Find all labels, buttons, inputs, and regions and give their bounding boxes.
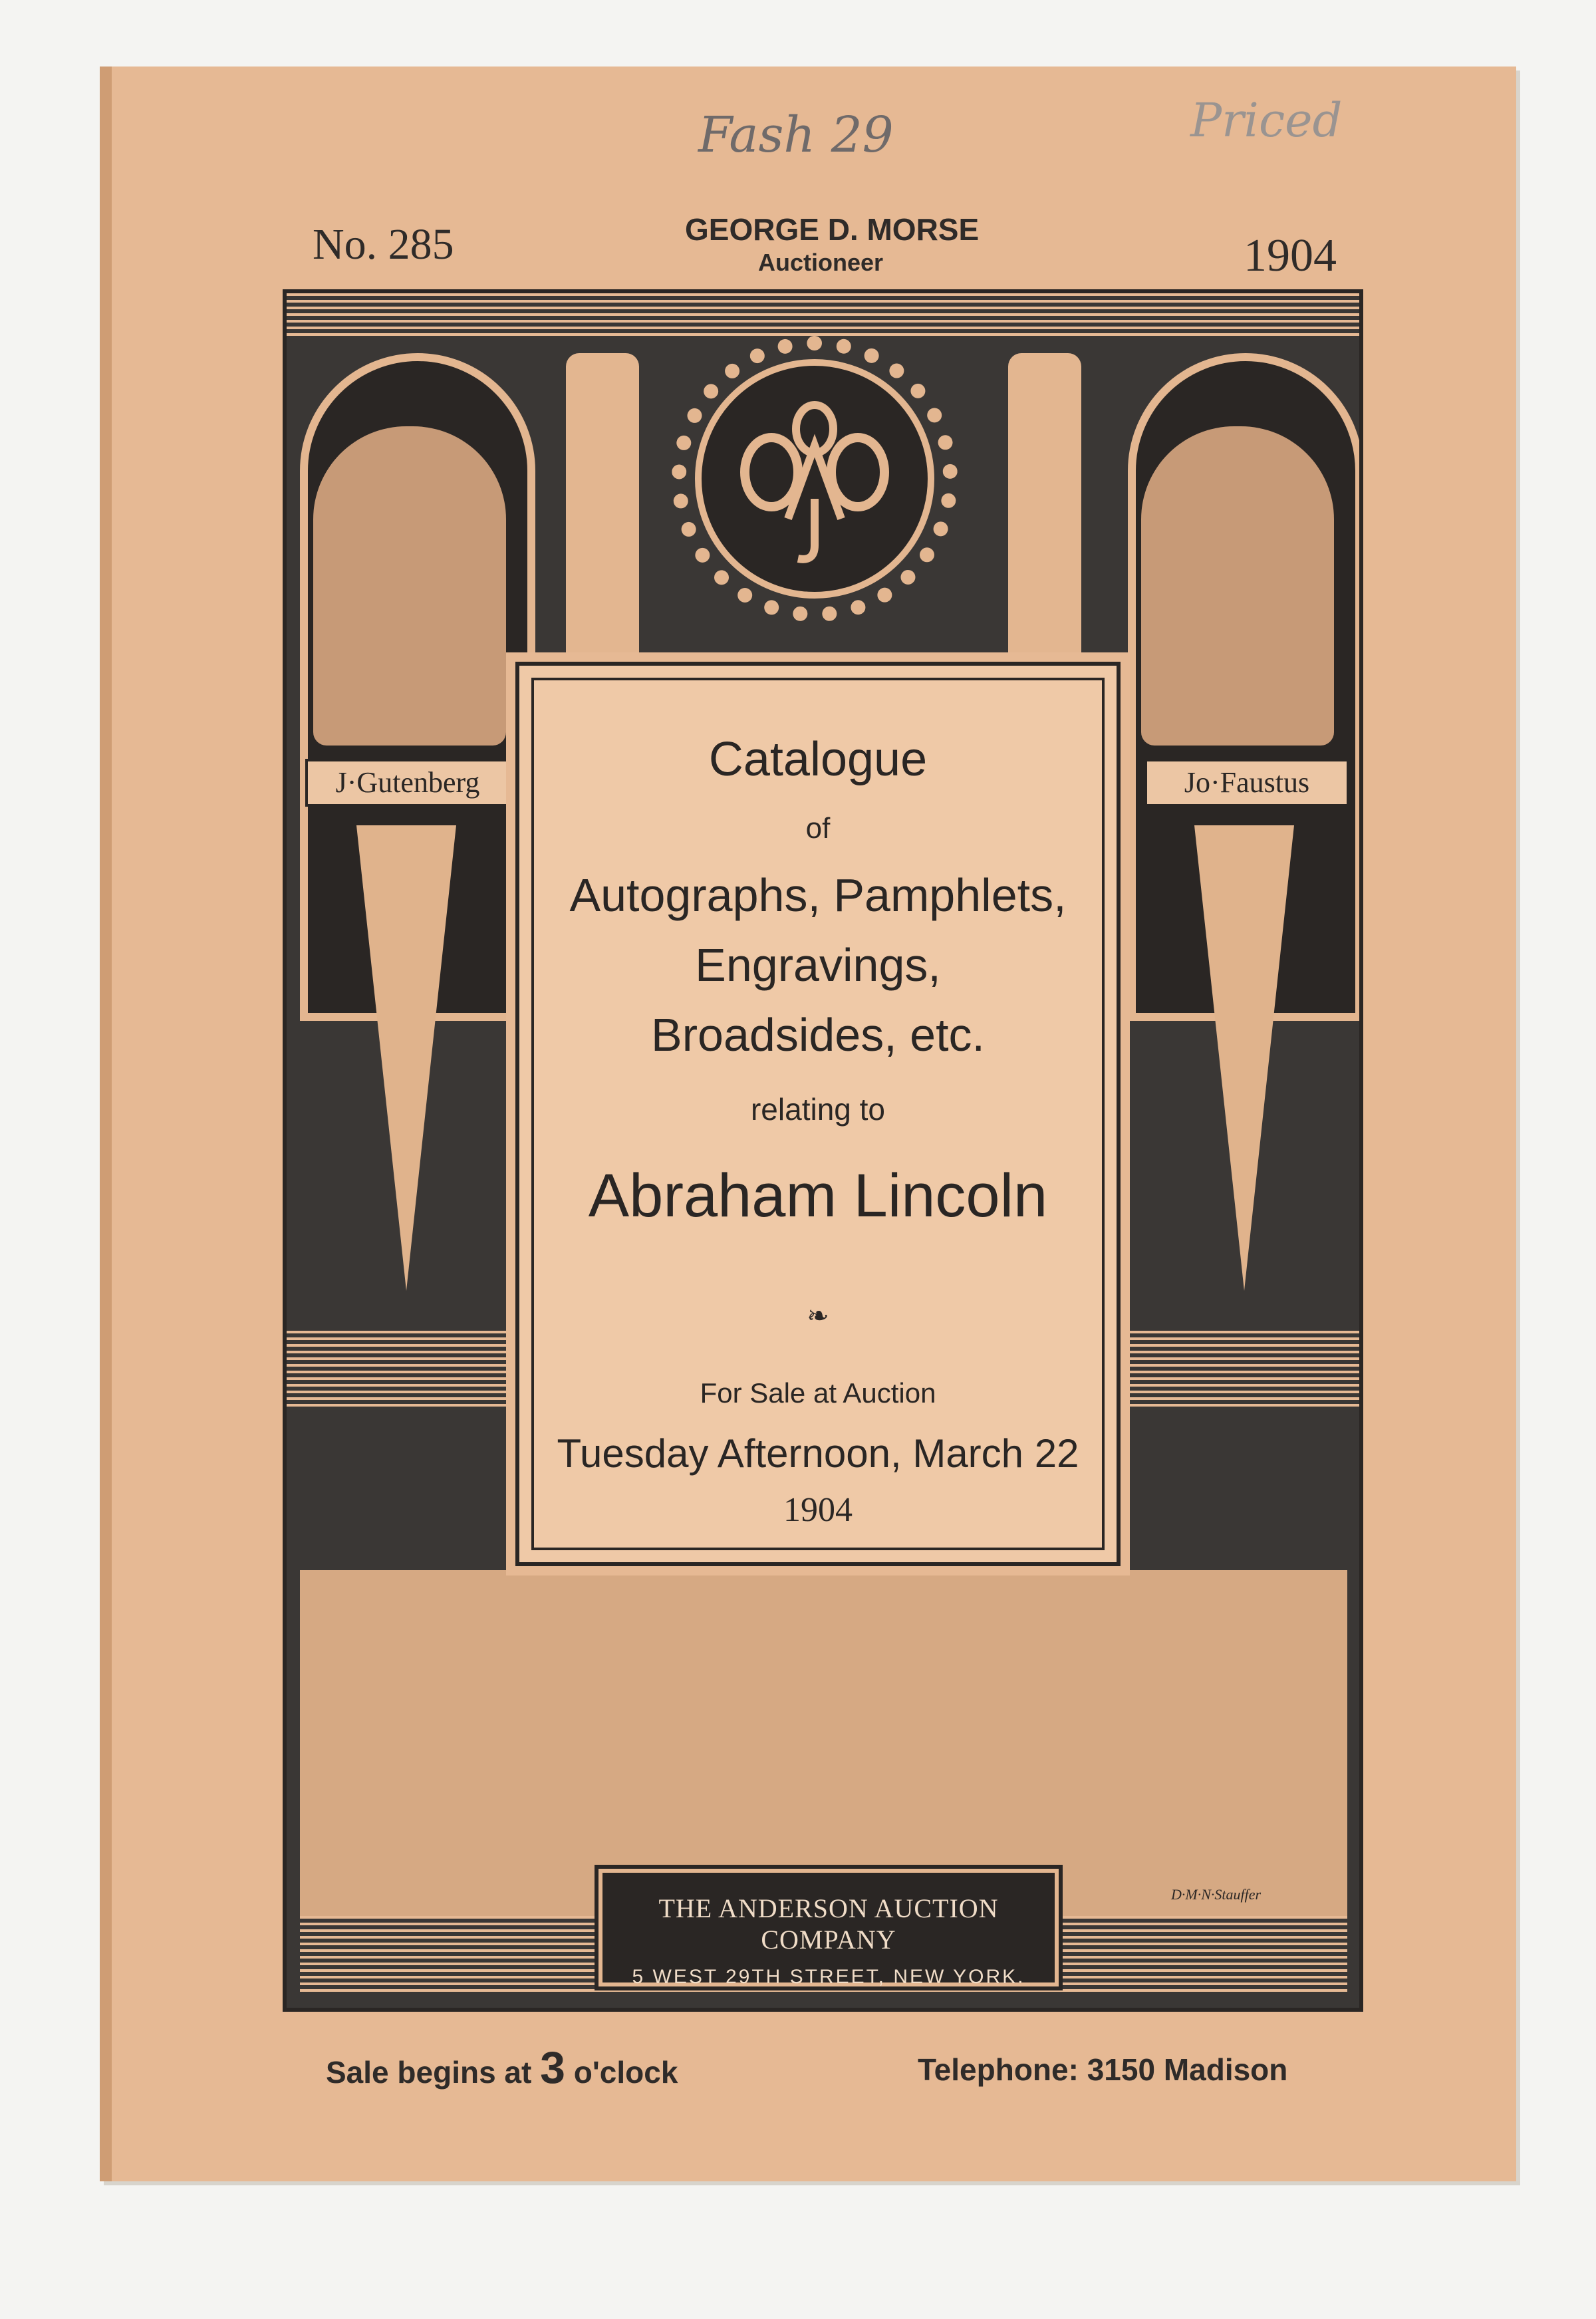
company-address: 5 WEST 29TH STREET, NEW YORK. bbox=[632, 1966, 1025, 1988]
engraver-signature: D·M·N·Stauffer bbox=[1171, 1886, 1262, 1903]
cover-spine bbox=[100, 67, 112, 2181]
sale-start-prefix: Sale begins at bbox=[326, 2055, 532, 2090]
auction-company-plate bbox=[598, 1869, 1059, 1986]
faustus-label: Jo·Faustus bbox=[1144, 759, 1349, 807]
catalogue-number: No. 285 bbox=[313, 220, 454, 269]
title-items-line3: Broadsides, etc. bbox=[651, 1009, 985, 1061]
handwritten-note-right: Priced bbox=[1190, 93, 1343, 148]
left-pillar bbox=[356, 825, 456, 1291]
sale-year: 1904 bbox=[783, 1491, 853, 1529]
title-items-line2: Engravings, bbox=[695, 939, 941, 991]
title-subject: Abraham Lincoln bbox=[588, 1162, 1048, 1230]
title-items-line1: Autographs, Pamphlets, bbox=[569, 869, 1067, 921]
telephone-number: Telephone: 3150 Madison bbox=[918, 2052, 1288, 2087]
title-relating-to: relating to bbox=[750, 1092, 885, 1127]
sale-start-time bbox=[326, 2042, 678, 2094]
title-panel bbox=[515, 662, 1121, 1566]
faustus-figure bbox=[1141, 426, 1334, 746]
auctioneer-title: Auctioneer bbox=[758, 249, 884, 276]
right-pillar bbox=[1194, 825, 1294, 1291]
sale-start-hour: 3 bbox=[540, 2042, 565, 2093]
sale-date: Tuesday Afternoon, March 22 bbox=[557, 1431, 1079, 1476]
sale-intro: For Sale at Auction bbox=[700, 1377, 936, 1409]
printing-workshop-scene bbox=[300, 1570, 1347, 1916]
title-catalogue: Catalogue bbox=[708, 733, 928, 786]
title-of: of bbox=[805, 812, 831, 845]
ornament-icon: ❧ bbox=[807, 1301, 829, 1331]
gutenberg-figure bbox=[313, 426, 506, 746]
publisher-monogram-logo bbox=[695, 359, 934, 599]
handwritten-note-left: Fash 29 bbox=[698, 106, 894, 164]
auctioneer-name: GEORGE D. MORSE bbox=[685, 212, 980, 247]
right-drape bbox=[1008, 353, 1081, 666]
monogram-icon bbox=[702, 366, 928, 592]
catalogue-year: 1904 bbox=[1244, 230, 1337, 281]
top-stonework bbox=[287, 293, 1359, 340]
sale-start-suffix: o'clock bbox=[573, 2055, 678, 2090]
left-drape bbox=[566, 353, 639, 666]
gutenberg-label: J·Gutenberg bbox=[305, 759, 510, 807]
company-name: THE ANDERSON AUCTION COMPANY bbox=[658, 1893, 999, 1955]
